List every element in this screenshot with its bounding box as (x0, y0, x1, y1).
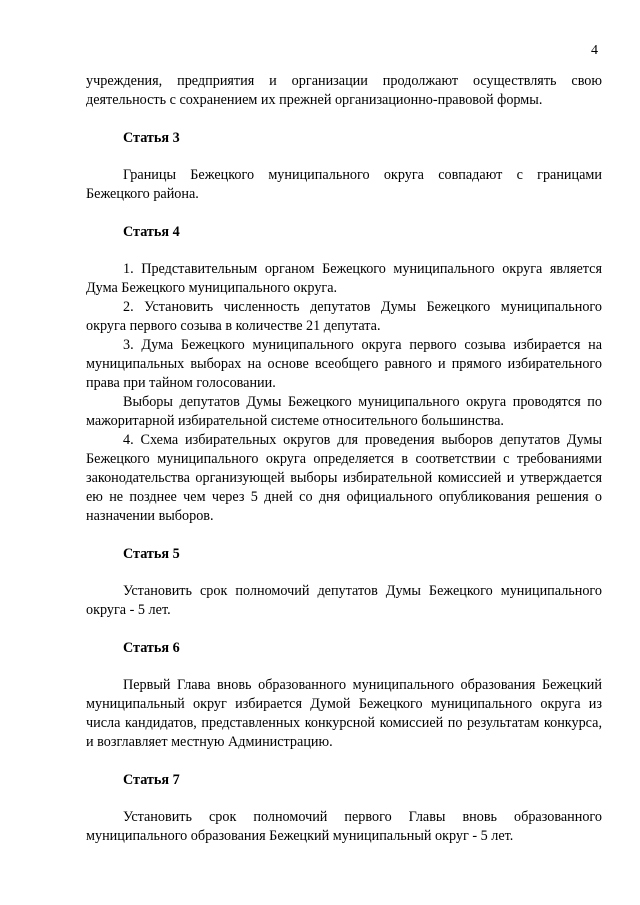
article-4-heading: Статья 4 (123, 224, 180, 240)
article-5-heading: Статья 5 (123, 546, 180, 562)
article-4-paragraph-4: Выборы депутатов Думы Бежецкого муниципального округа проводятся по мажоритарной избирательной системе относительного большинства. (86, 394, 602, 429)
document-body (86, 72, 602, 846)
article-7-paragraph-1: Установить срок полномочий первого Главы вновь образованного муниципального образования Бежецкий муниципальный округ - 5 лет. (86, 809, 602, 844)
article-3-paragraph-1: Границы Бежецкого муниципального округа совпадают с границами Бежецкого района. (86, 167, 602, 202)
page-number: 4 (591, 43, 598, 58)
article-4-paragraph-1: 1. Представительным органом Бежецкого муниципального округа является Дума Бежецкого муниципального округа. (86, 261, 602, 296)
continued-paragraph: учреждения, предприятия и организации продолжают осуществлять свою деятельность с сохранением их прежней организационно-правовой формы. (86, 73, 602, 108)
article-4-paragraph-5: 4. Схема избирательных округов для проведения выборов депутатов Думы Бежецкого муниципального округа определяется в соответствии с требованиями законодательства организующей выборы избирательной комиссией и утверждается ею не позднее чем через 5 дней со дня официального опубликования решения о назначении выборов. (86, 432, 602, 524)
article-6-heading: Статья 6 (123, 640, 180, 656)
article-4-paragraph-2: 2. Установить численность депутатов Думы Бежецкого муниципального округа первого созыва в количестве 21 депутата. (86, 299, 602, 334)
article-6-paragraph-1: Первый Глава вновь образованного муниципального образования Бежецкий муниципальный округ избирается Думой Бежецкого муниципального округа из числа кандидатов, представленных конкурсной комиссией по результатам конкурса, и возглавляет местную Администрацию. (86, 677, 602, 750)
article-5-paragraph-1: Установить срок полномочий депутатов Думы Бежецкого муниципального округа - 5 лет. (86, 583, 602, 618)
article-7-heading: Статья 7 (123, 772, 180, 788)
article-4-paragraph-3: 3. Дума Бежецкого муниципального округа первого созыва избирается на муниципальных выборах на основе всеобщего равного и прямого избирательного права при тайном голосовании. (86, 337, 602, 391)
article-3-heading: Статья 3 (123, 130, 180, 146)
